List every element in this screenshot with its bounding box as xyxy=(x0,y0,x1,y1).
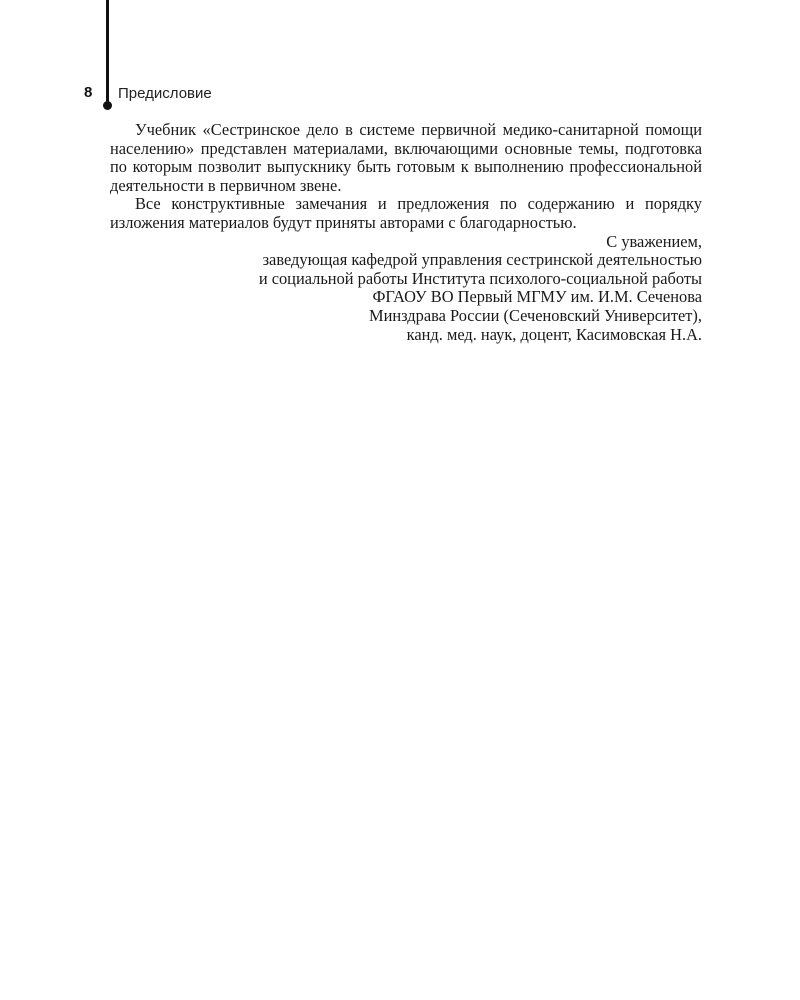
signature-line: заведующая кафедрой управления сестринской деятельностью xyxy=(262,250,702,270)
signature-line: канд. мед. наук, доцент, Касимовская Н.А. xyxy=(406,324,702,344)
page-number: 8 xyxy=(84,84,93,101)
paragraph: Учебник «Сестринское дело в системе первичной медико-санитарной помощи населению» представлен материалами, включающими основные темы, подготовка по которым позволит выпускнику быть готовым к выполнению профессиональной деятельности в первичном звене. xyxy=(110,120,702,195)
preface-text xyxy=(110,121,702,344)
margin-rule-dot xyxy=(103,101,112,110)
signature-line: Минздрава России (Сеченовский Университет), xyxy=(369,305,702,325)
paragraph: Все конструктивные замечания и предложения по содержанию и порядку изложения материалов будут приняты авторами с благодарностью. xyxy=(110,194,702,232)
signature-block xyxy=(110,233,702,345)
signature-line: и социальной работы Института психолого-социальной работы xyxy=(258,268,702,288)
signature-line: ФГАОУ ВО Первый МГМУ им. И.М. Сеченова xyxy=(372,287,702,307)
running-head: Предисловие xyxy=(118,85,212,102)
signature-line: С уважением, xyxy=(606,231,702,251)
margin-rule xyxy=(106,0,109,104)
